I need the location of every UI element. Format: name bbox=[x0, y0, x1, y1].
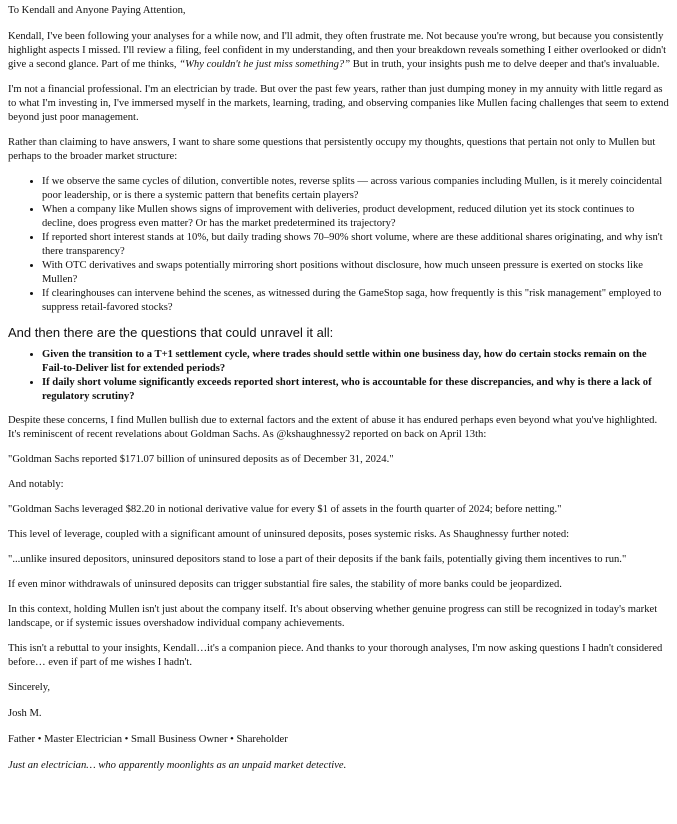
tagline: Just an electrician… who apparently moonlights as an unpaid market detective. bbox=[8, 760, 347, 771]
list-item: • If clearinghouses can intervene behind the scenes, as witnessed during the GameStop saga, how frequently is this "risk management" employed to suppress retail-favored stocks? bbox=[42, 287, 669, 315]
quote-uninsured: "...unlike insured depositors, uninsured depositors stand to lose a part of their deposits if the bank fails, potentially giving them incentives to run." bbox=[8, 554, 627, 565]
list-item: • With OTC derivatives and swaps potentially mirroring short positions without disclosure, how much unseen pressure is exerted on stocks like Mullen? bbox=[42, 259, 669, 287]
signoff: Sincerely, bbox=[8, 682, 50, 693]
paragraph-intro-text: Kendall, I've been following your analyses for a while now, and I'll admit, they often frustrate me. Not because you're wrong, but because you consistently highlight aspects I missed. I'll review a filing, feel confident in my understanding, and then your breakdown reveals something I either overlooked or didn't give a second glance. Part of me thinks, bbox=[8, 31, 667, 70]
list-item: • Given the transition to a T+1 settlement cycle, where trades should settle within one business day, how do certain stocks remain on the Fail-to-Deliver list for extended periods? bbox=[42, 348, 669, 376]
quote-deposits: "Goldman Sachs reported $171.07 billion of uninsured deposits as of December 31, 2024." bbox=[8, 454, 394, 465]
paragraph-intro-end: But in truth, your insights push me to delve deeper and that's invaluable. bbox=[350, 59, 660, 70]
paragraph-withdrawals: If even minor withdrawals of uninsured deposits can trigger substantial fire sales, the stability of more banks could be jeopardized. bbox=[8, 579, 562, 590]
bold-questions-list bbox=[8, 348, 669, 404]
paragraph-intro bbox=[8, 30, 669, 72]
paragraph-closing: This isn't a rebuttal to your insights, Kendall…it's a companion piece. And thanks to your thorough analyses, I'm now asking questions I hadn't considered before… even if part of me wishes I hadn't. bbox=[8, 643, 663, 668]
list-item: • If daily short volume significantly exceeds reported short interest, who is accountable for these discrepancies, and why is there a lack of regulatory scrutiny? bbox=[42, 376, 669, 404]
questions-list bbox=[8, 175, 669, 315]
paragraph-notably: And notably: bbox=[8, 479, 64, 490]
greeting: To Kendall and Anyone Paying Attention, bbox=[8, 5, 186, 16]
list-item: • If reported short interest stands at 10%, but daily trading shows 70–90% short volume, where are these additional shares originating, and why isn't there transparency? bbox=[42, 231, 669, 259]
signature-name: Josh M. bbox=[8, 708, 42, 719]
list-item: • When a company like Mullen shows signs of improvement with deliveries, product development, reduced dilution yet its stock continues to decline, does progress even matter? Or has the market predetermined its trajectory? bbox=[42, 203, 669, 231]
paragraph-questions-intro: Rather than claiming to have answers, I want to share some questions that persistently occupy my thoughts, questions that pertain not only to Mullen but perhaps to the broader market structure: bbox=[8, 137, 656, 162]
paragraph-risks: This level of leverage, coupled with a significant amount of uninsured deposits, poses systemic risks. As Shaughnessy further noted: bbox=[8, 529, 570, 540]
paragraph-background: I'm not a financial professional. I'm an electrician by trade. But over the past few years, rather than just dumping money in my annuity with little regard as to what I'm investing in, I've immersed myself in the markets, learning, trading, and observing companies like Mullen facing challenges that seem to extend beyond just poor management. bbox=[8, 84, 669, 123]
signature-titles: Father • Master Electrician • Small Business Owner • Shareholder bbox=[8, 734, 288, 745]
paragraph-context: In this context, holding Mullen isn't just about the company itself. It's about observing whether genuine progress can still be recognized in today's market landscape, or if systemic issues overshadow individual company achievements. bbox=[8, 604, 658, 629]
quote-leverage: "Goldman Sachs leveraged $82.20 in notional derivative value for every $1 of assets in the fourth quarter of 2024; before netting." bbox=[8, 504, 562, 515]
list-item: • If we observe the same cycles of dilution, convertible notes, reverse splits — across various companies including Mullen, is it merely coincidental poor leadership, or is there a systemic pattern that benefits certain players? bbox=[42, 175, 669, 203]
paragraph-goldman: Despite these concerns, I find Mullen bullish due to external factors and the extent of abuse it has endured perhaps even beyond what you've highlighted. It's reminiscent of recent revelations about Goldman Sachs. As @kshaughnessy2 reported on back on April 13th: bbox=[8, 415, 658, 440]
section-heading: And then there are the questions that could unravel it all: bbox=[8, 325, 334, 340]
italic-quote: “Why couldn't he just miss something?” bbox=[179, 59, 351, 70]
